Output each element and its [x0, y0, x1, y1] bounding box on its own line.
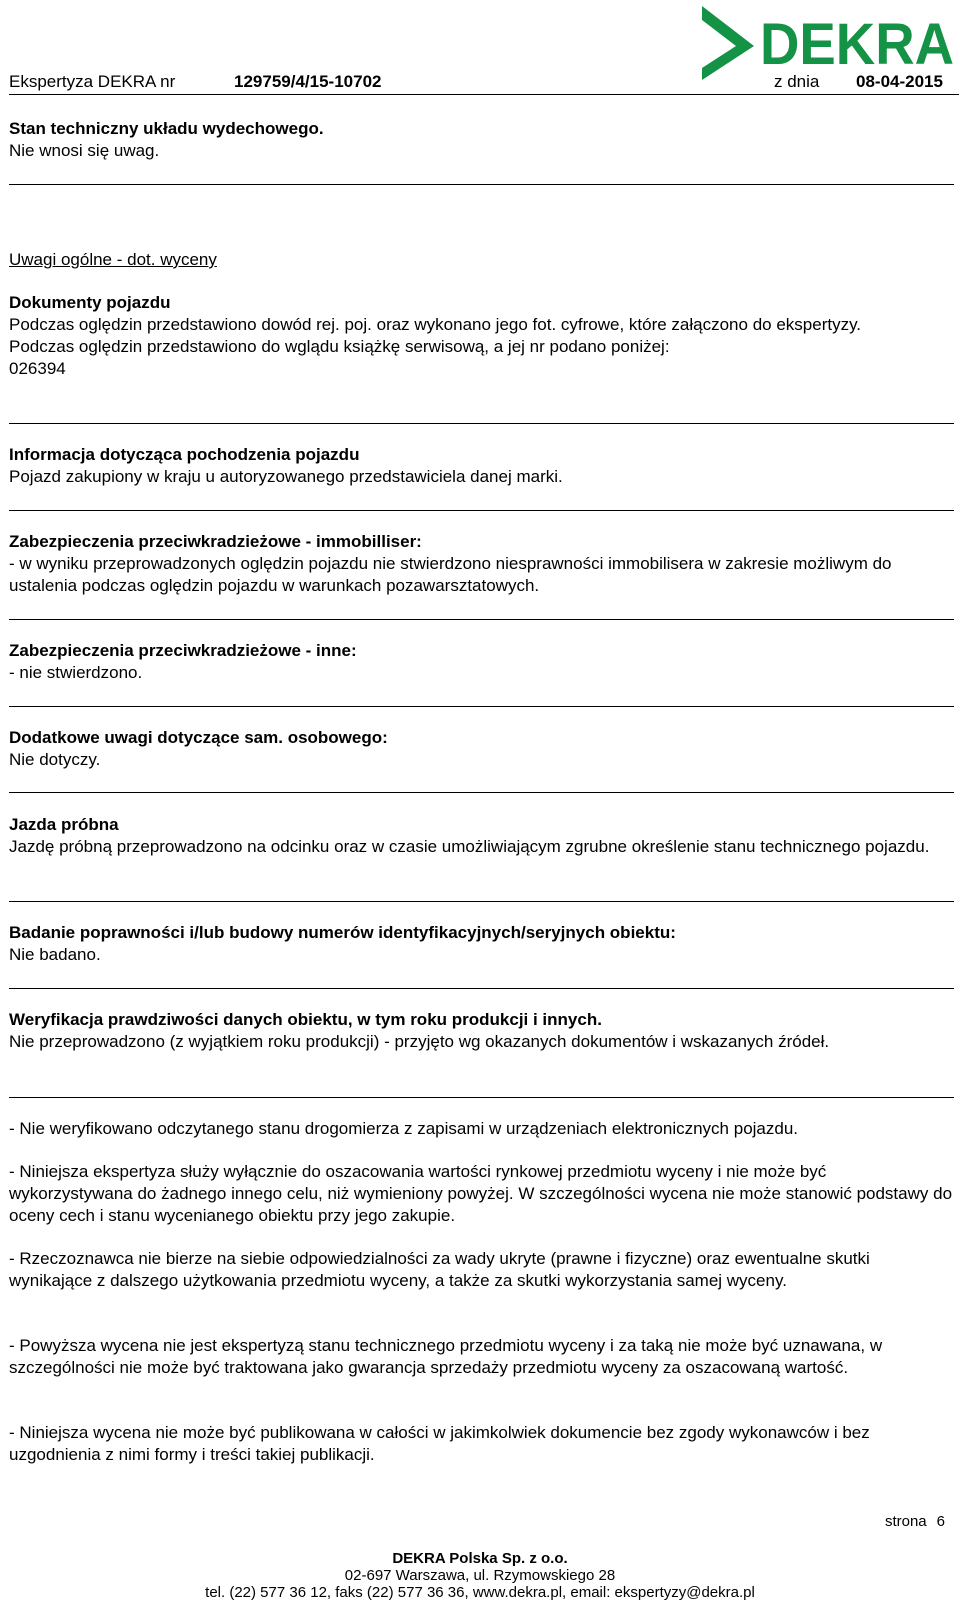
footer-contact: tel. (22) 577 36 12, faks (22) 577 36 36, www.dekra.pl, email: ekspertyzy@dekra.pl	[205, 1584, 755, 1601]
section-text: - w wyniku przeprowadzonych oględzin pojazdu nie stwierdzono niesprawności immobilisera w zakresie możliwym do ustalenia podczas oględzin pojazdu w warunkach pozawarsztatowych.	[9, 554, 892, 595]
footer-company: DEKRA Polska Sp. z o.o.	[392, 1550, 568, 1567]
dekra-logo	[696, 6, 956, 80]
section-text: - nie stwierdzono.	[9, 663, 143, 682]
section-verification	[9, 1009, 954, 1053]
footer-address: 02-697 Warszawa, ul. Rzymowskiego 28	[344, 1567, 616, 1584]
section-text: Podczas oględzin przedstawiono do wglądu książkę serwisową, a jej nr podano poniżej:	[9, 337, 670, 356]
disclaimer-text: - Rzeczoznawca nie bierze na siebie odpowiedzialności za wady ukryte (prawne i fizyczne) oraz ewentualne skutki wynikające z dalszego użytkowania przedmiotu wyceny, a także za skutki wykorzystania samej wyceny.	[9, 1249, 870, 1290]
section-title: Stan techniczny układu wydechowego.	[9, 119, 324, 138]
dekra-logo-mark	[702, 6, 754, 80]
section-text: Pojazd zakupiony w kraju u autoryzowanego przedstawiciela danej marki.	[9, 467, 563, 486]
divider	[9, 184, 954, 185]
disclaimer-text: - Powyższa wycena nie jest ekspertyzą stanu technicznego przedmiotu wyceny i za taką nie może być uznawana, w szczególności nie może być traktowana jako gwarancja sprzedaży przedmiotu wyceny za oszacowaną wartość.	[9, 1336, 883, 1377]
section-exhaust	[9, 118, 954, 162]
date-label: z dnia	[774, 72, 820, 91]
divider	[9, 423, 954, 424]
section-additional	[9, 727, 954, 771]
section-id-numbers	[9, 922, 954, 966]
section-title: Informacja dotycząca pochodzenia pojazdu	[9, 445, 360, 464]
divider	[9, 792, 954, 793]
section-text: Nie przeprowadzono (z wyjątkiem roku produkcji) - przyjęto wg okazanych dokumentów i wskazanych źródeł.	[9, 1032, 830, 1051]
report-label: Ekspertyza DEKRA nr	[9, 72, 176, 91]
section-title: Dokumenty pojazdu	[9, 293, 171, 312]
disclaimer-text: - Niniejsza wycena nie może być publikowana w całości w jakimkolwiek dokumencie bez zgody wykonawców i bez uzgodnienia z nimi formy i treści takiej publikacji.	[9, 1423, 870, 1464]
disclaimer	[9, 1248, 954, 1292]
report-number: 129759/4/15-10702	[234, 72, 382, 91]
section-text: Nie wnosi się uwag.	[9, 141, 160, 160]
document-header	[9, 71, 959, 95]
document-footer	[0, 1550, 960, 1601]
divider	[9, 510, 954, 511]
section-documents	[9, 292, 954, 380]
section-title: Badanie poprawności i/lub budowy numerów identyfikacyjnych/seryjnych obiektu:	[9, 923, 676, 942]
section-text: Nie dotyczy.	[9, 750, 101, 769]
section-antitheft-other	[9, 640, 954, 684]
divider	[9, 988, 954, 989]
disclaimer-text: - Nie weryfikowano odczytanego stanu drogomierza z zapisami w urządzeniach elektronicznych pojazdu.	[9, 1119, 799, 1138]
general-remarks-heading: Uwagi ogólne - dot. wyceny	[9, 250, 217, 269]
divider	[9, 901, 954, 902]
section-text: Podczas oględzin przedstawiono dowód rej. poj. oraz wykonano jego fot. cyfrowe, które załączono do ekspertyzy.	[9, 315, 862, 334]
divider	[9, 706, 954, 707]
section-origin	[9, 444, 954, 488]
page-value: 6	[936, 1513, 945, 1530]
section-title: Zabezpieczenia przeciwkradzieżowe - immobilliser:	[9, 532, 422, 551]
section-title: Zabezpieczenia przeciwkradzieżowe - inne:	[9, 641, 357, 660]
section-title: Dodatkowe uwagi dotyczące sam. osobowego:	[9, 728, 388, 747]
disclaimer	[9, 1335, 954, 1379]
svg-text:DEKRA: DEKRA	[760, 12, 954, 77]
section-title: Jazda próbna	[9, 815, 119, 834]
page-label: strona	[884, 1513, 927, 1530]
section-title: Weryfikacja prawdziwości danych obiektu, w tym roku produkcji i innych.	[9, 1010, 602, 1029]
divider	[9, 619, 954, 620]
divider	[9, 1097, 954, 1098]
report-date: 08-04-2015	[856, 72, 943, 91]
section-test-drive	[9, 814, 954, 858]
disclaimer	[9, 1118, 954, 1140]
disclaimer-text: - Niniejsza ekspertyza służy wyłącznie do oszacowania wartości rynkowej przedmiotu wyceny i nie może być wykorzystywana do żadnego innego celu, niż wymieniony powyżej. W szczególności wycena nie może stanowić podstawy do oceny cech i stanu wycenianego obiektu przy jego zakupie.	[9, 1162, 953, 1225]
page-number	[885, 1511, 945, 1533]
disclaimer	[9, 1161, 954, 1227]
disclaimer	[9, 1422, 954, 1466]
section-text: Jazdę próbną przeprowadzono na odcinku oraz w czasie umożliwiającym zgrubne określenie stanu technicznego pojazdu.	[9, 837, 930, 856]
service-book-number: 026394	[9, 359, 66, 378]
section-general-remarks	[9, 249, 954, 271]
section-text: Nie badano.	[9, 945, 101, 964]
section-immobiliser	[9, 531, 954, 597]
